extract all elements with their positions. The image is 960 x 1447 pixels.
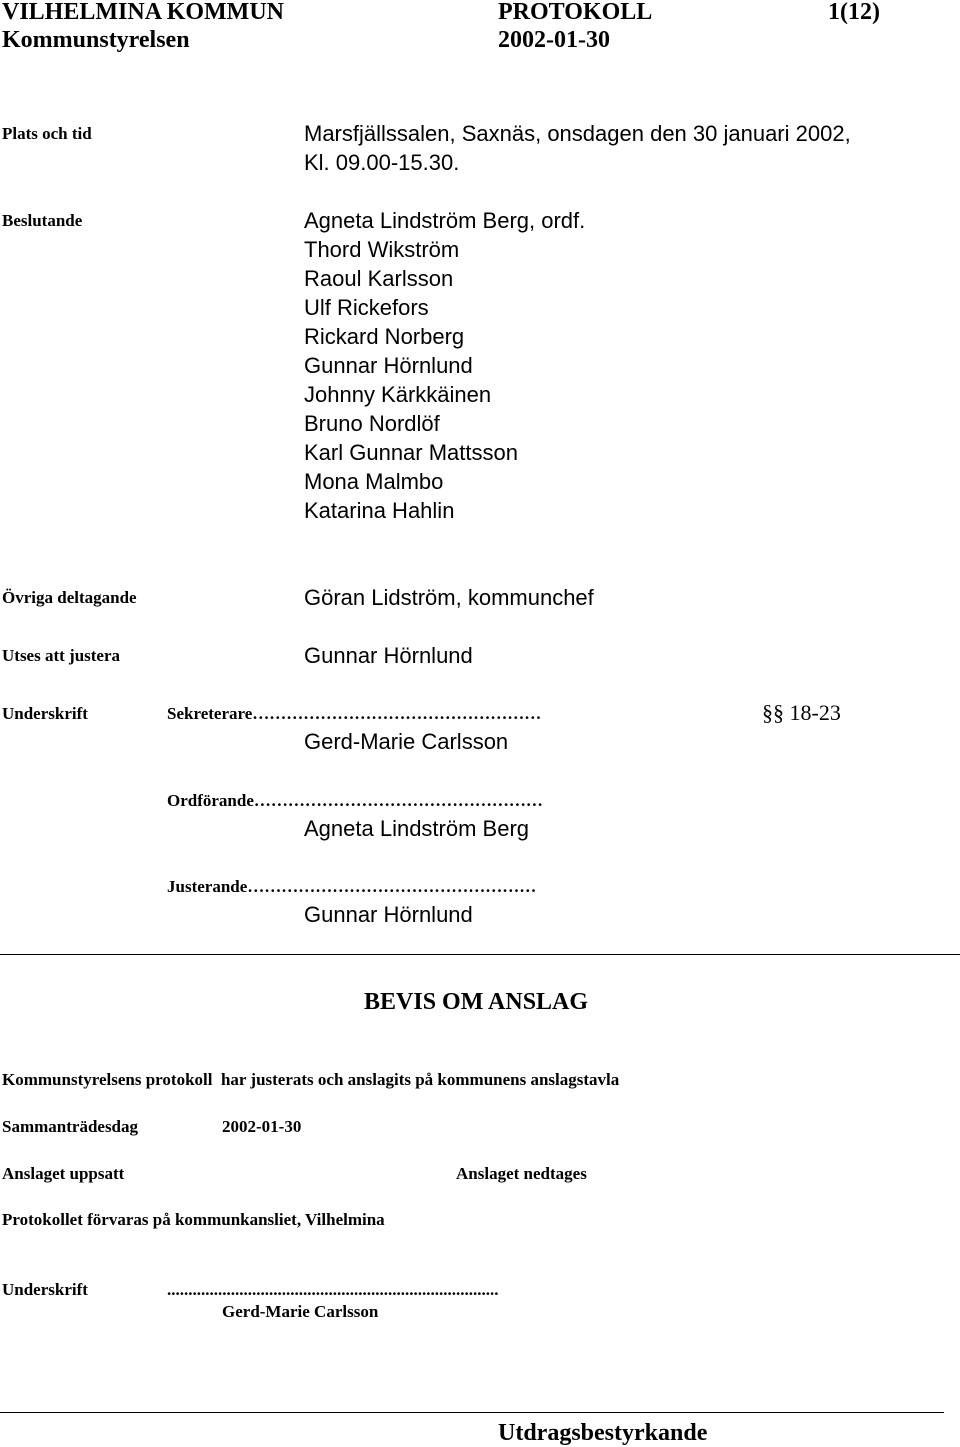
notice-signature-line: ..............................................................................	[167, 1280, 499, 1299]
removed-label: Anslaget nedtages	[456, 1164, 587, 1183]
signature-label: Underskrift	[2, 704, 88, 723]
notice-title: BEVIS OM ANSLAG	[364, 989, 589, 1015]
secretary-line: Sekreterare……………………………………………	[167, 704, 542, 723]
members-list	[304, 206, 585, 525]
others-label: Övriga deltagande	[2, 588, 137, 607]
decision-label: Beslutande	[2, 211, 83, 230]
member: Rickard Norberg	[304, 324, 465, 349]
member: Agneta Lindström Berg, ordf.	[304, 208, 586, 233]
chair-name: Agneta Lindström Berg	[304, 816, 530, 841]
protocol-date: 2002-01-30	[498, 27, 610, 53]
adjuster-line: Justerande……………………………………………	[167, 877, 537, 896]
secretary-name: Gerd-Marie Carlsson	[304, 729, 509, 754]
footer-title: Utdragsbestyrkande	[498, 1420, 708, 1446]
footer-divider	[0, 1412, 944, 1413]
notice-statement: Kommunstyrelsens protokoll har justerats och anslagits på kommunens anslagstavla	[2, 1070, 620, 1089]
adjust-value: Gunnar Hörnlund	[304, 643, 473, 668]
member: Johnny Kärkkäinen	[304, 382, 492, 407]
page-number: 1(12)	[828, 0, 880, 25]
notice-signature-name: Gerd-Marie Carlsson	[222, 1302, 379, 1321]
place-label: Plats och tid	[2, 124, 92, 143]
notice-signature-label: Underskrift	[2, 1280, 88, 1299]
member: Karl Gunnar Mattsson	[304, 440, 518, 465]
member: Mona Malmbo	[304, 469, 444, 494]
posted-label: Anslaget uppsatt	[2, 1164, 125, 1183]
others-value: Göran Lidström, kommunchef	[304, 585, 594, 610]
adjuster-name: Gunnar Hörnlund	[304, 902, 473, 927]
meeting-date-value: 2002-01-30	[222, 1117, 302, 1136]
chair-line: Ordförande……………………………………………	[167, 791, 543, 810]
body-name: Kommunstyrelsen	[2, 27, 190, 53]
member: Ulf Rickefors	[304, 295, 429, 320]
divider	[0, 954, 960, 955]
document-type: PROTOKOLL	[498, 0, 653, 25]
adjust-label: Utses att justera	[2, 646, 121, 665]
member: Katarina Hahlin	[304, 498, 455, 523]
member: Gunnar Hörnlund	[304, 353, 473, 378]
member: Raoul Karlsson	[304, 266, 454, 291]
meeting-date-label: Sammanträdesdag	[2, 1117, 139, 1136]
municipality-name: VILHELMINA KOMMUN	[2, 0, 284, 25]
place-line-2: Kl. 09.00-15.30.	[304, 150, 460, 175]
member: Thord Wikström	[304, 237, 460, 262]
kept-text: Protokollet förvaras på kommunkansliet, Vilhelmina	[2, 1210, 385, 1229]
member: Bruno Nordlöf	[304, 411, 440, 436]
place-line-1: Marsfjällssalen, Saxnäs, onsdagen den 30 januari 2002,	[304, 121, 851, 146]
paragraph-range: §§ 18-23	[762, 700, 841, 725]
